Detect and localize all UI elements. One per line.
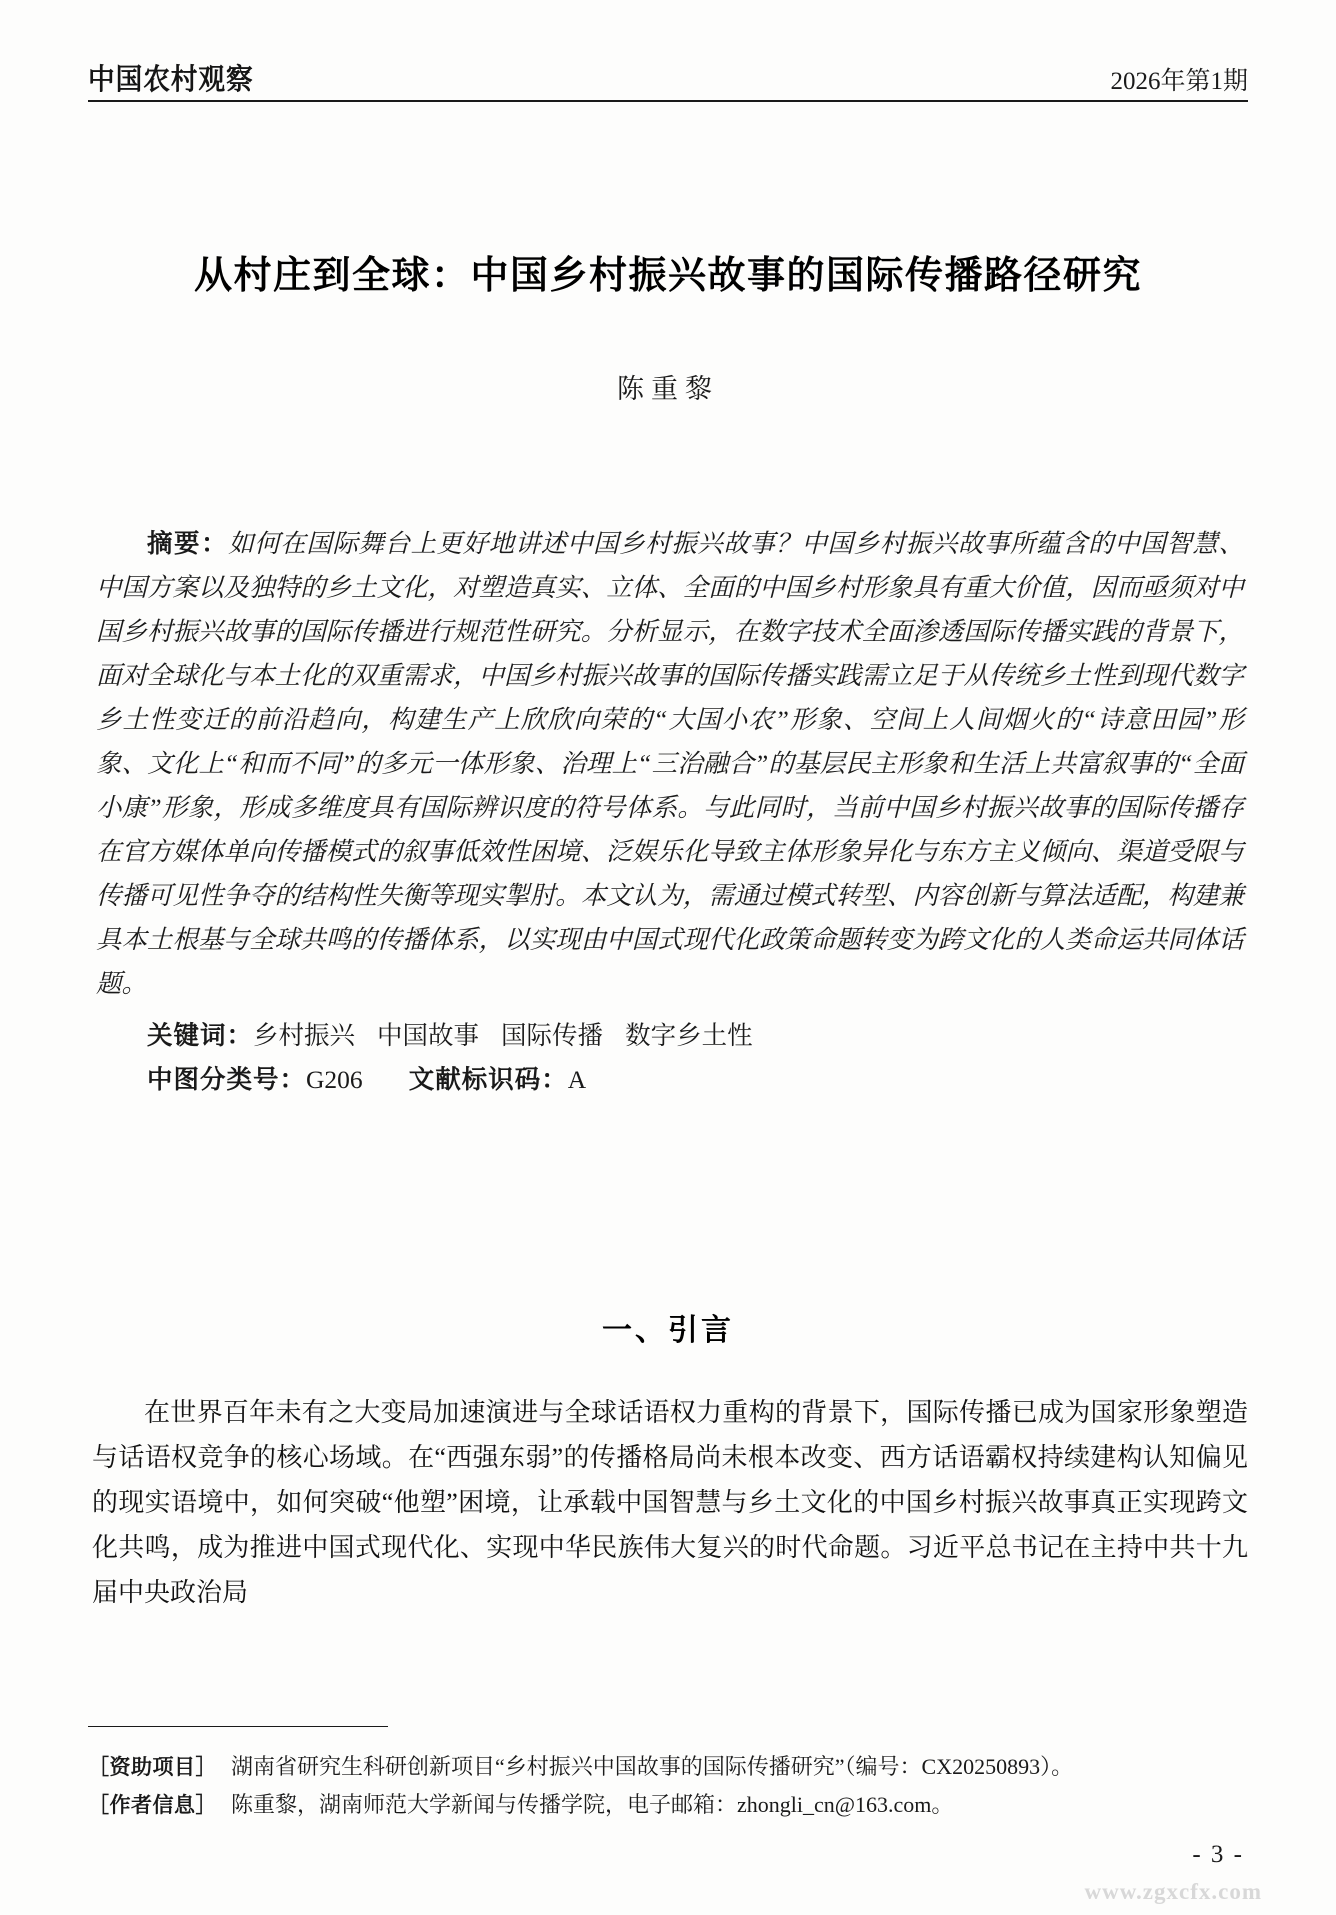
body-block <box>92 1390 1248 1615</box>
abstract-block <box>96 522 1244 1102</box>
abstract-paragraph <box>96 522 1244 1006</box>
document-code-value: A <box>567 1065 587 1094</box>
clc-value: G206 <box>306 1065 363 1094</box>
title-block <box>88 250 1248 406</box>
abstract-label: 摘要： <box>147 529 229 559</box>
keyword-item: 中国故事 <box>377 1021 480 1050</box>
footnote-tag: ［资助项目］ <box>88 1755 217 1779</box>
page-title: 从村庄到全球：中国乡村振兴故事的国际传播路径研究 <box>193 253 1142 297</box>
footnote-author-info <box>88 1786 1256 1824</box>
footnote-block <box>88 1748 1256 1824</box>
watermark: www.zgxcfx.com <box>1084 1879 1262 1904</box>
keyword-item: 数字乡土性 <box>625 1021 753 1050</box>
abstract-text: 如何在国际舞台上更好地讲述中国乡村振兴故事？中国乡村振兴故事所蕴含的中国智慧、中国方案以及独特的乡土文化，对塑造真实、立体、全面的中国乡村形象具有重大价值，因而亟须对中国乡村振兴故事的国际传播进行规范性研究。分析显示，在数字技术全面渗透国际传播实践的背景下，面对全球化与本土化的双重需求，中国乡村振兴故事的国际传播实践需立足于从传统乡土性到现代数字乡土性变迁的前沿趋向，构建生产上欣欣向荣的“大国小农”形象、空间上人间烟火的“诗意田园”形象、文化上“和而不同”的多元一体形象、治理上“三治融合”的基层民主形象和生活上共富叙事的“全面小康”形象，形成多维度具有国际辨识度的符号体系。与此同时，当前中国乡村振兴故事的国际传播存在官方媒体单向传播模式的叙事低效性困境、泛娱乐化导致主体形象异化与东方主义倾向、渠道受限与传播可见性争夺的结构性失衡等现实掣肘。本文认为，需通过模式转型、内容创新与算法适配，构建兼具本土根基与全球共鸣的传播体系，以实现由中国式现代化政策命题转变为跨文化的人类命运共同体话题。 <box>96 529 1244 998</box>
keyword-item: 乡村振兴 <box>253 1021 356 1050</box>
clc-label: 中图分类号： <box>147 1065 307 1095</box>
keywords-line <box>96 1014 1244 1058</box>
footnote-tag: ［作者信息］ <box>88 1793 217 1817</box>
header-rule <box>88 100 1248 102</box>
keywords-label: 关键词： <box>147 1021 254 1051</box>
section-heading: 一、引言 <box>602 1313 734 1348</box>
document-code-label: 文献标识码： <box>408 1065 568 1095</box>
keyword-item: 国际传播 <box>501 1021 604 1050</box>
footnote-text: 陈重黎，湖南师范大学新闻与传播学院，电子邮箱：zhongli_cn@163.com。 <box>231 1792 954 1817</box>
issue-label: 2026年第1期 <box>1110 68 1248 95</box>
footnote-rule <box>88 1726 388 1727</box>
classification-line <box>96 1058 1244 1102</box>
keywords-items <box>253 1021 775 1050</box>
body-paragraph: 在世界百年未有之大变局加速演进与全球话语权力重构的背景下，国际传播已成为国家形象塑造与话语权竞争的核心场域。在“西强东弱”的传播格局尚未根本改变、西方话语霸权持续建构认知偏见的现实语境中，如何突破“他塑”困境，让承载中国智慧与乡土文化的中国乡村振兴故事真正实现跨文化共鸣，成为推进中国式现代化、实现中华民族伟大复兴的时代命题。习近平总书记在主持中共十九届中央政治局 <box>92 1398 1248 1607</box>
footnote-text: 湖南省研究生科研创新项目“乡村振兴中国故事的国际传播研究”（编号：CX20250893）。 <box>231 1754 1074 1779</box>
page-number: - 3 - <box>1192 1841 1244 1868</box>
page-header <box>88 48 1248 104</box>
footnote-funding <box>88 1748 1256 1786</box>
author-name: 陈重黎 <box>617 374 719 405</box>
journal-name: 中国农村观察 <box>88 62 254 96</box>
